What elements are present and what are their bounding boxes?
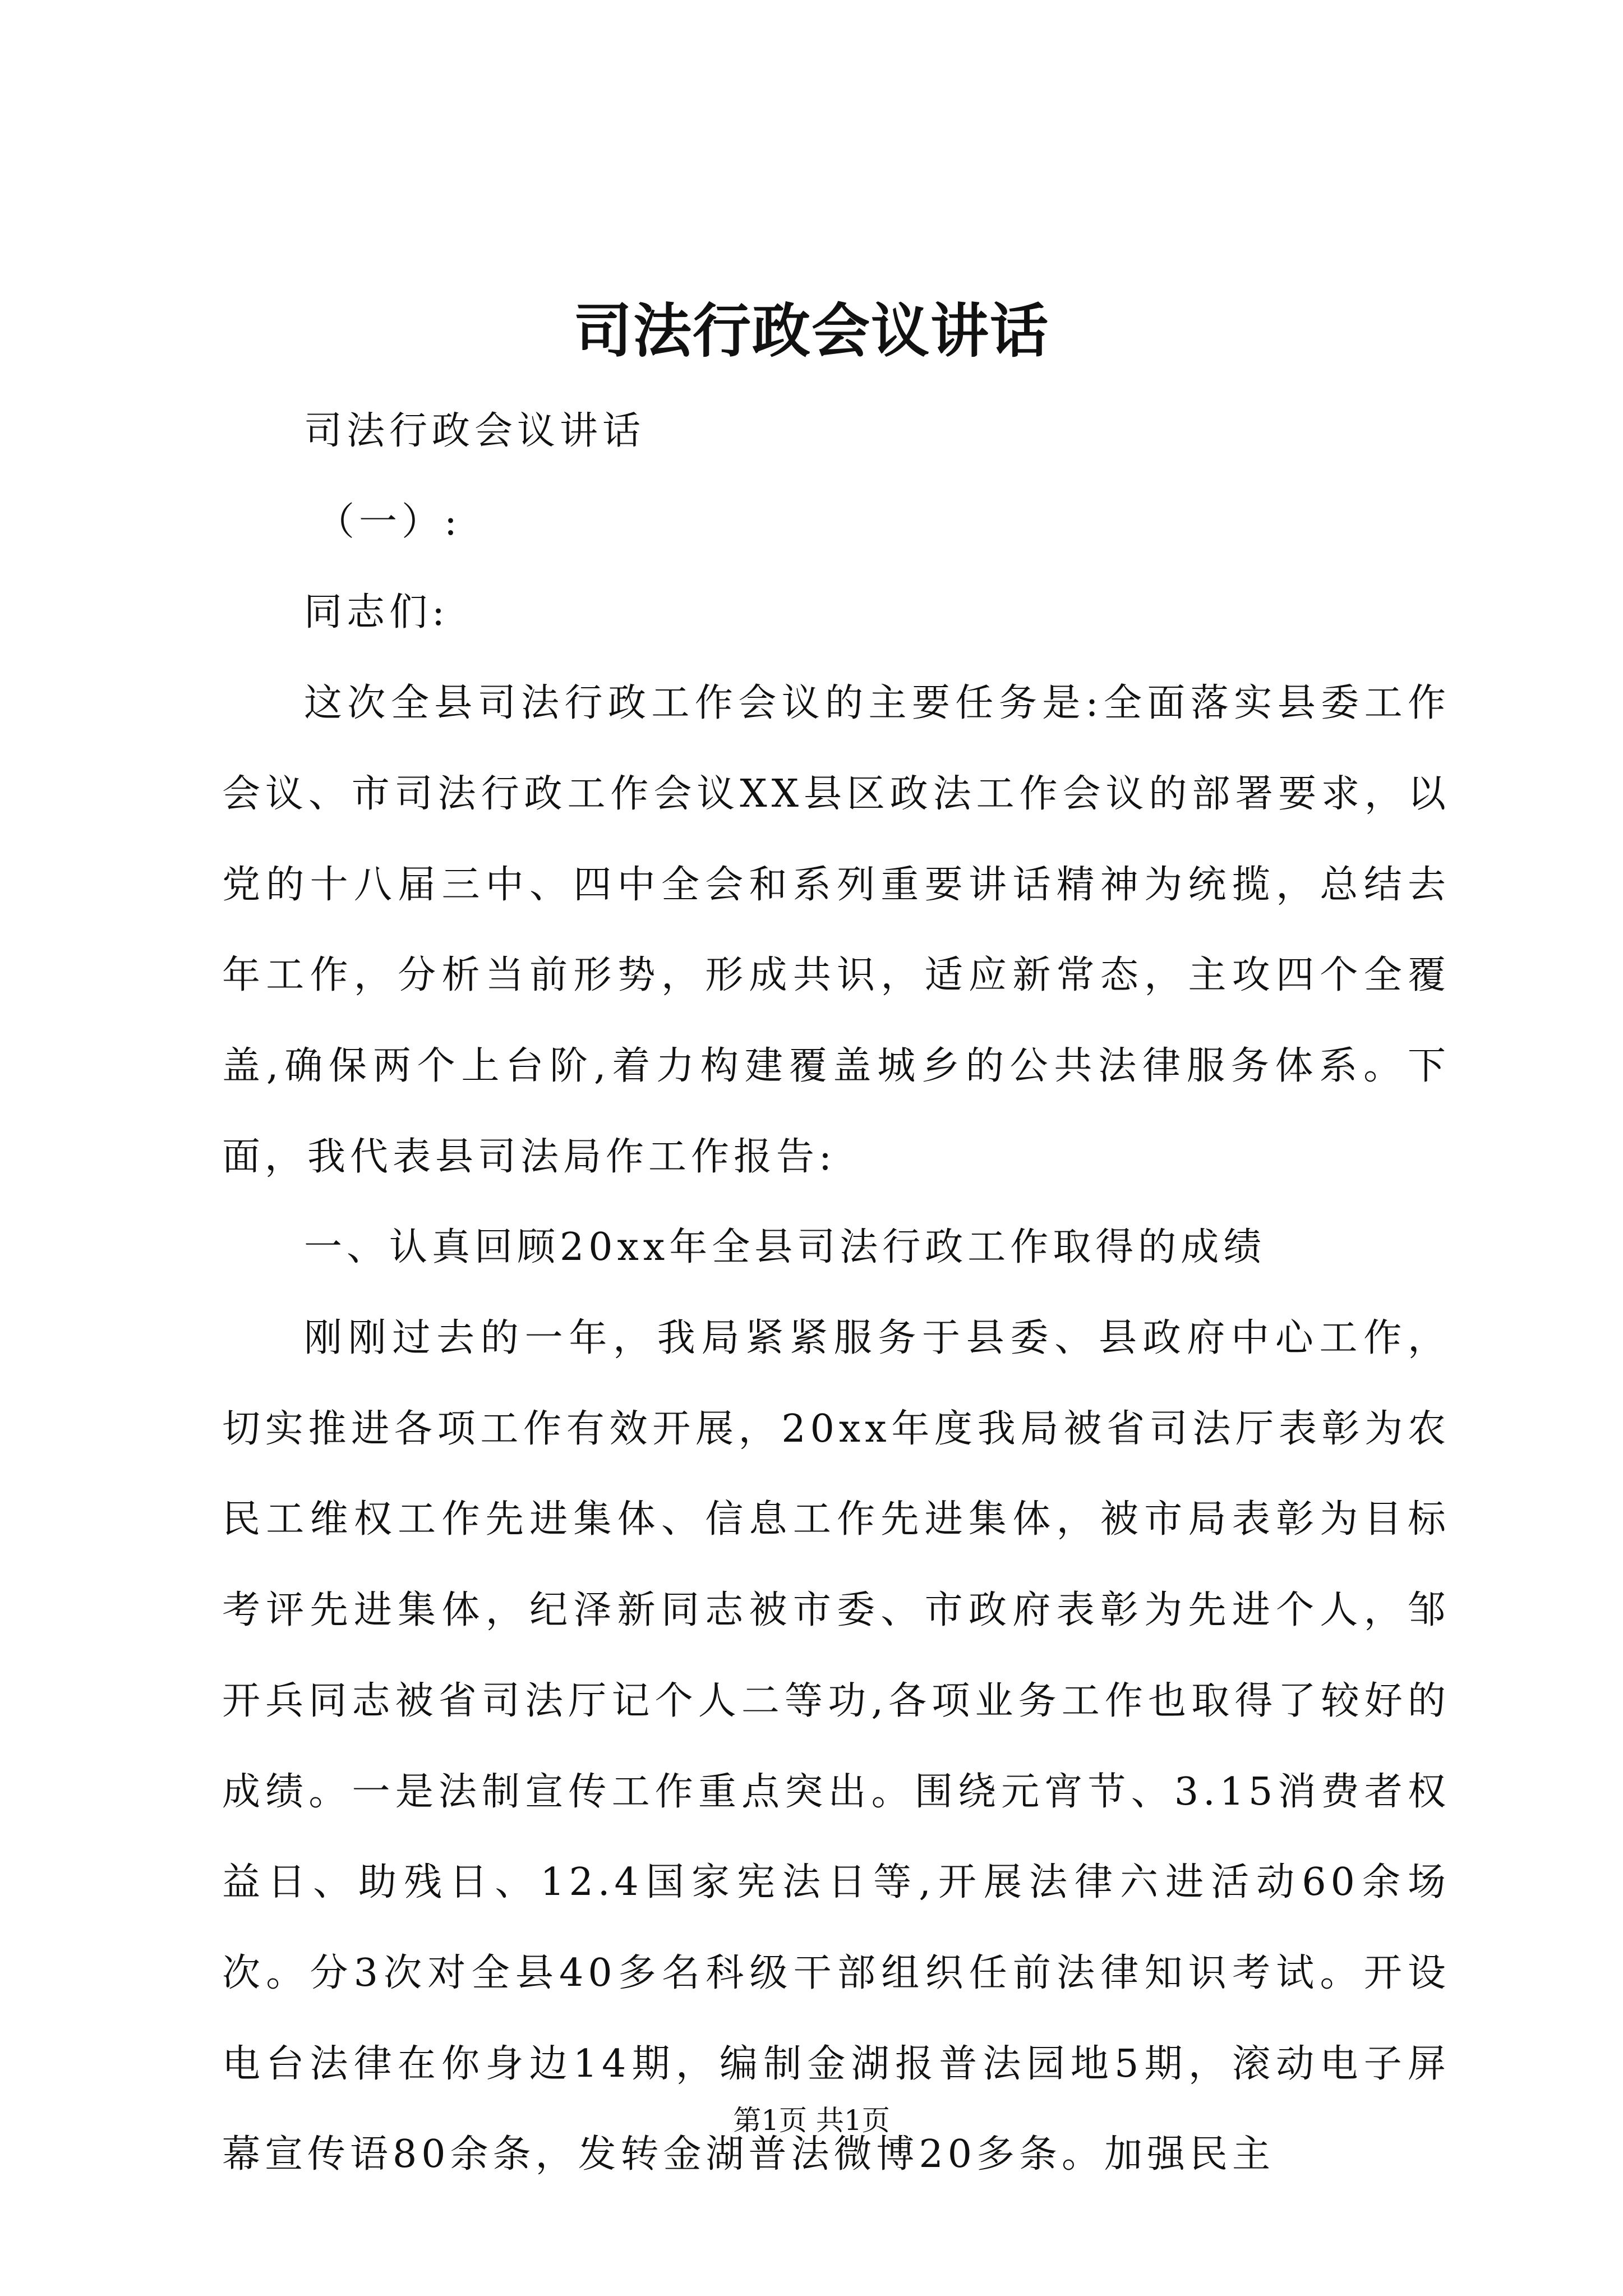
paragraph-intro: 这次全县司法行政工作会议的主要任务是:全面落实县委工作会议、市司法行政工作会议XX县区政法工作会议的部署要求，以党的十八届三中、四中全会和系列重要讲话精神为统揽，总结去年工作，分析当前形势，形成共识，适应新常态，主攻四个全覆盖,确保两个上台阶,着力构建覆盖城乡的公共法律服务体系。下面，我代表县司法局作工作报告: — [222, 681, 1450, 1179]
paragraph-achievements: 刚刚过去的一年，我局紧紧服务于县委、县政府中心工作，切实推进各项工作有效开展，20xx年度我局被省司法厅表彰为农民工维权工作先进集体、信息工作先进集体，被市局表彰为目标考评先进集体，纪泽新同志被市委、市政府表彰为先进个人，邹开兵同志被省司法厅记个人二等功,各项业务工作也取得了较好的成绩。一是法制宣传工作重点突出。围绕元宵节、3.15消费者权益日、助残日、12.4国家宪法日等,开展法律六进活动60余场次。分3次对全县40多名科级干部组织任前法律知识考试。开设电台法律在你身边14期，编制金湖报普法园地5期，滚动电子屏幕宣传语80余条，发转金湖普法微博20多条。加强民主 — [222, 1316, 1450, 2177]
paragraph-section-marker: （一）: — [316, 499, 462, 544]
document-title: 司法行政会议讲话 — [573, 296, 1049, 365]
paragraph-heading-one: 一、认真回顾20xx年全县司法行政工作取得的成绩 — [304, 1225, 1266, 1270]
page-footer: 第1页 共1页 — [733, 2104, 890, 2137]
paragraph-salutation: 同志们: — [304, 590, 449, 635]
document-body — [222, 386, 1450, 2200]
paragraph-subtitle: 司法行政会议讲话 — [304, 409, 645, 453]
